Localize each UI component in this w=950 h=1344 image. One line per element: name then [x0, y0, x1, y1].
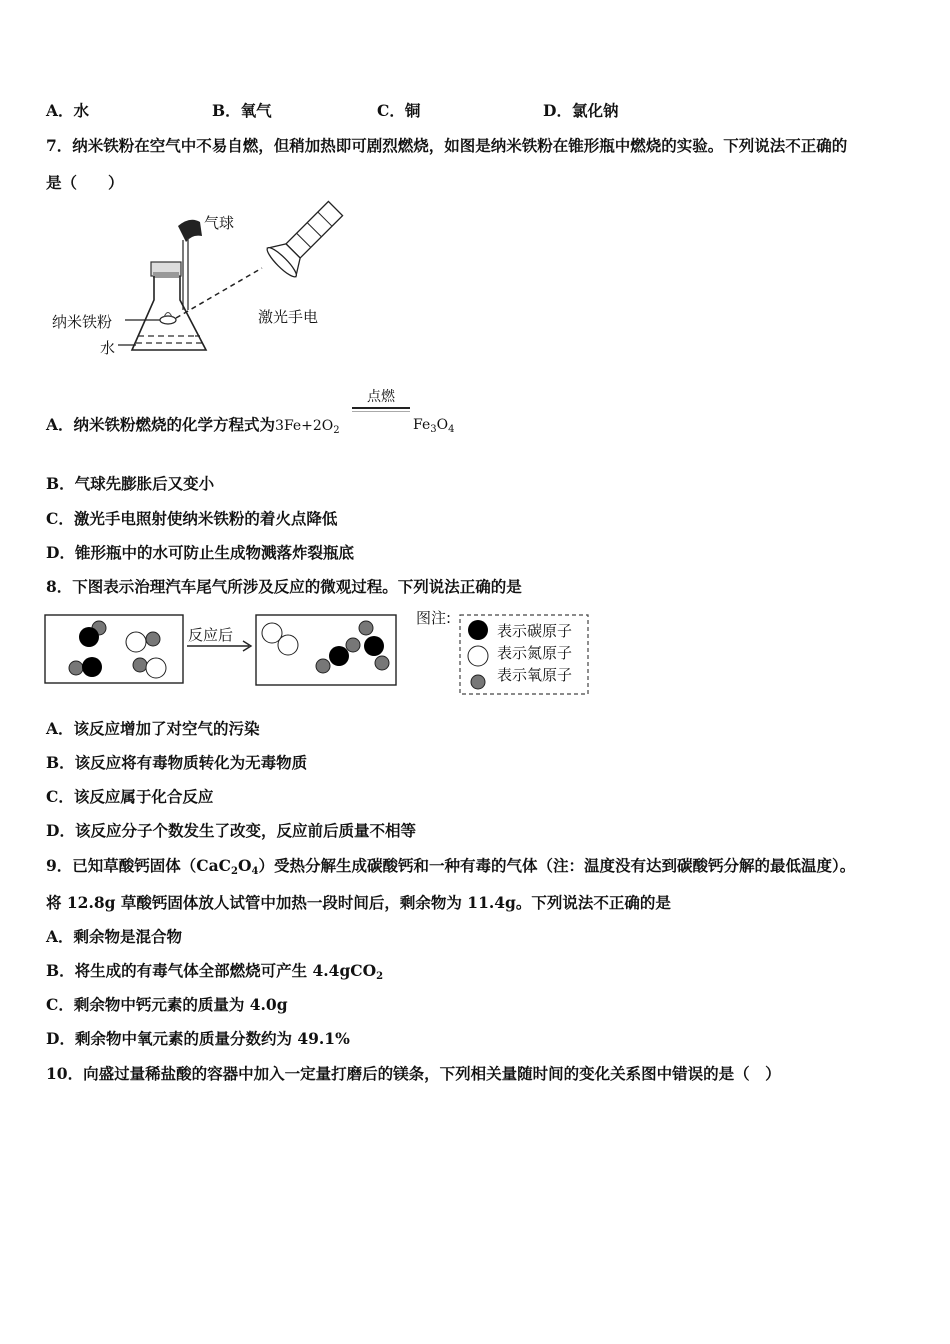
oxygen-atom — [146, 632, 160, 646]
carbon-atom — [364, 636, 384, 656]
flashlight-icon — [264, 200, 350, 280]
q6-option-d: D．氯化钠 — [543, 101, 619, 120]
q7-option-d: D．锥形瓶中的水可防止生成物溅落炸裂瓶底 — [46, 543, 354, 562]
arrow-label: 反应后 — [188, 626, 234, 644]
carbon-atom — [79, 627, 99, 647]
q8-option-b: B．该反应将有毒物质转化为无毒物质 — [46, 753, 308, 772]
nitrogen-atom — [126, 632, 146, 652]
q6-option-c: C．铜 — [377, 101, 421, 120]
legend-carbon-atom — [468, 620, 488, 640]
q9-stem-line1: 9．已知草酸钙固体$(CaC_2O_4)$受热分解生成碳酸钙和一种有毒的气体（注：温度没有达到碳酸钙分解的最低温度）。 — [46, 856, 856, 877]
equation-reactants: $3Fe+2O_2$ — [275, 418, 340, 436]
q9-option-a: A．剩余物是混合物 — [46, 927, 183, 946]
carbon-atom — [82, 657, 102, 677]
flashlight-label: 激光手电 — [258, 308, 319, 326]
q6-option-a: A．水 — [46, 101, 90, 120]
q8-stem: 8．下图表示治理汽车尾气所涉及反应的微观过程。下列说法正确的是 — [46, 577, 522, 596]
oxygen-atom — [359, 621, 373, 635]
q7-stem-line2: 是（ ） — [46, 173, 124, 192]
q10-stem: 10．向盛过量稀盐酸的容器中加入一定量打磨后的镁条，下列相关量随时间的变化关系图中错误的是（ ） — [46, 1064, 781, 1083]
nitrogen-atom — [278, 635, 298, 655]
oxygen-atom — [316, 659, 330, 673]
nitrogen-atom — [146, 658, 166, 678]
legend-nitrogen-atom — [468, 646, 488, 666]
q8-option-a: A．该反应增加了对空气的污染 — [46, 719, 260, 738]
legend-nitrogen-label: 表示氮原子 — [497, 644, 573, 662]
oxygen-atom — [346, 638, 360, 652]
legend-oxygen-label: 表示氧原子 — [497, 666, 573, 684]
q7-option-a-prefix: A．纳米铁粉燃烧的化学方程式为 — [46, 415, 276, 434]
q9-option-b: B．将生成的有毒气体全部燃烧可产生 4.4gCO$_2$ — [46, 961, 384, 982]
q9-stem-line2: 将 12.8g 草酸钙固体放人试管中加热一段时间后，剩余物为 11.4g。下列说法不正确的是 — [46, 893, 671, 912]
legend-oxygen-atom — [471, 675, 485, 689]
q6-option-b: B．氧气 — [212, 101, 272, 120]
balloon-icon — [178, 220, 202, 242]
legend-carbon-label: 表示碳原子 — [497, 622, 573, 640]
flask-experiment-figure — [40, 200, 360, 370]
reaction-condition: 点燃 — [367, 389, 395, 405]
q8-option-c: C．该反应属于化合反应 — [46, 787, 214, 806]
carbon-atom — [329, 646, 349, 666]
q7-option-c: C．激光手电照射使纳米铁粉的着火点降低 — [46, 509, 338, 528]
reaction-arrow-line — [352, 407, 410, 409]
q9-option-c: C．剩余物中钙元素的质量为 4.0g — [46, 995, 288, 1014]
reaction-arrow-line-lower — [352, 411, 410, 412]
water-label: 水 — [100, 339, 116, 357]
oxygen-atom — [69, 661, 83, 675]
oxygen-atom — [375, 656, 389, 670]
q9-option-d: D．剩余物中氧元素的质量分数约为 49.1% — [46, 1029, 350, 1048]
q7-option-b: B．气球先膨胀后又变小 — [46, 474, 215, 493]
iron-powder-label: 纳米铁粉 — [52, 313, 113, 331]
equation-product: $Fe_3O_4$ — [413, 417, 455, 435]
q7-stem-line1: 7．纳米铁粉在空气中不易自燃，但稍加热即可剧烈燃烧，如图是纳米铁粉在锥形瓶中燃烧的实验。下列说法不正确的 — [46, 136, 848, 155]
legend-title: 图注: — [416, 609, 452, 627]
oxygen-atom — [133, 658, 147, 672]
q7-option-a — [46, 415, 340, 441]
balloon-label: 气球 — [204, 214, 235, 232]
q8-option-d: D．该反应分子个数发生了改变，反应前后质量不相等 — [46, 821, 416, 840]
